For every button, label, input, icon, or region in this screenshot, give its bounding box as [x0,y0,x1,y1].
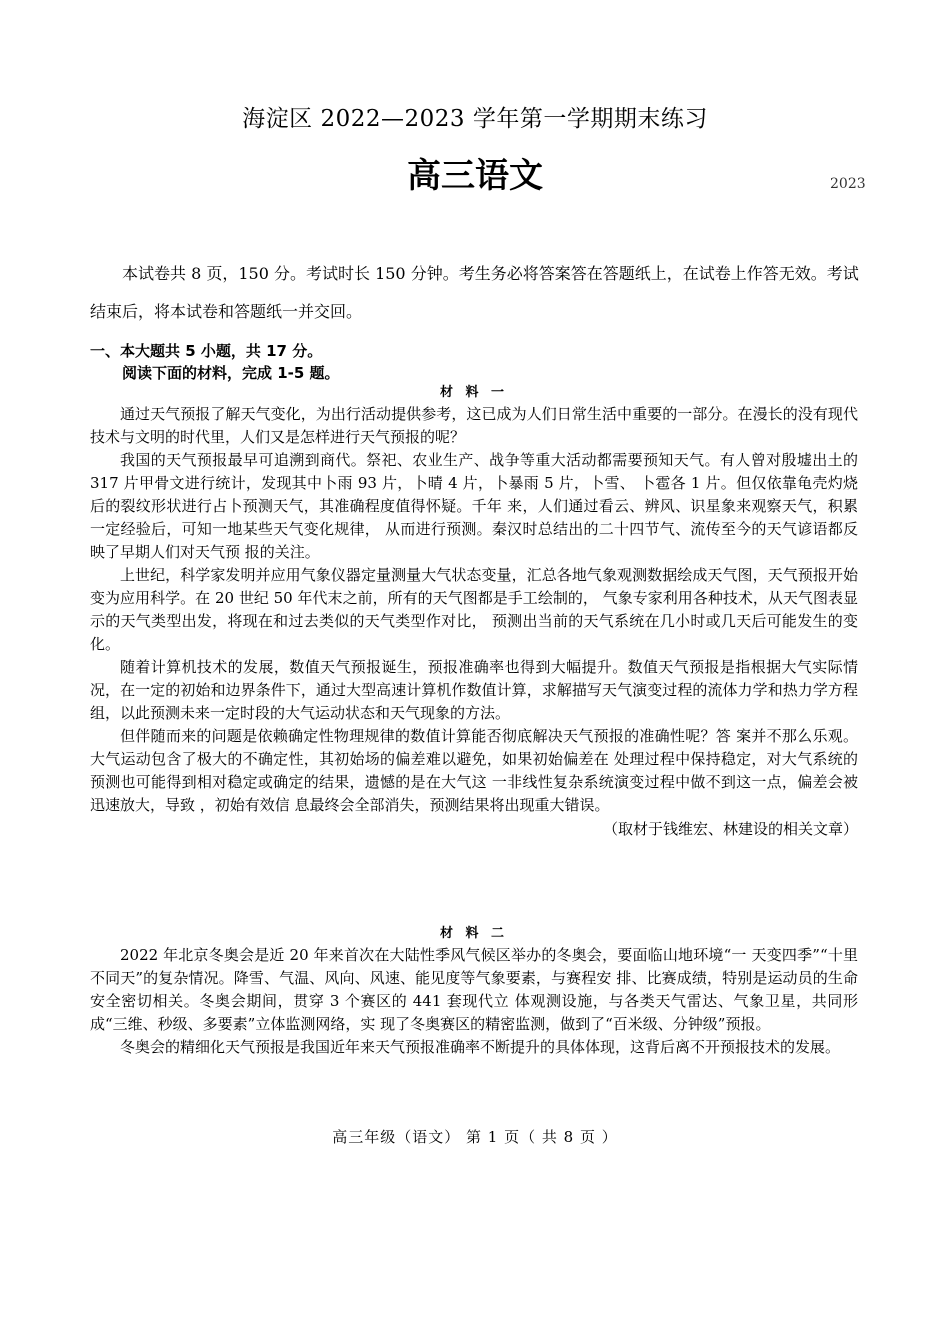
material-one-source: （取材于钱维宏、林建设的相关文章） [602,820,858,838]
material-two-paragraph: 2022 年北京冬奥会是近 20 年来首次在大陆性季风气候区举办的冬奥会，要面临山地环境“一 天变四季”“十里不同天”的复杂情况。降雪、气温、风向、风速、能见度等气象要素，与赛程安 排、比赛成绩，特别是运动员的生命安全密切相关。冬奥会期间，贯穿 3 个赛区的 441 套现代立 体观测设施，与各类天气雷达、气象卫星，共同形成“三维、秒级、多要素”立体监测网络，实 现了冬奥赛区的精密监测，做到了“百米级、分钟级”预报。 [90,946,858,1033]
material-one-paragraph: 通过天气预报了解天气变化，为出行活动提供参考，这已成为人们日常生活中重要的一部分。在漫长的没有现代技术与文明的时代里，人们又是怎样进行天气预报的呢？ [90,405,858,446]
material-one-paragraph: 随着计算机技术的发展，数值天气预报诞生，预报准确率也得到大幅提升。数值天气预报是指根据大气实际情况，在一定的初始和边界条件下，通过大型高速计算机作数值计算，求解描写天气演变过程的流体力学和热力学方程组，以此预测未来一定时段的大气运动状态和天气现象的方法。 [90,658,858,722]
material-one-title: 材 料 一 [439,385,509,400]
exam-instructions: 本试卷共 8 页，150 分。考试时长 150 分钟。考生务必将答案答在答题纸上，在试卷上作答无效。考试结束后，将本试卷和答题纸一并交回。 [90,264,859,321]
subject-title: 高三语文 [407,156,543,196]
material-two [90,924,858,1059]
section-heading [90,340,340,384]
page-footer: 高三年级（语文） 第 1 页（ 共 8 页 ） [332,1128,618,1146]
material-one-paragraph: 我国的天气预报最早可追溯到商代。祭祀、农业生产、战争等重大活动都需要预知天气。有人曾对殷墟出土的 317 片甲骨文进行统计，发现其中卜雨 93 片，卜晴 4 片，卜暴雨 5 片，卜雪、 卜雹各 1 片。但仅依靠龟壳灼烧后的裂纹形状进行占卜预测天气，其准确程度值得怀疑。千年 来，人们通过看云、辨风、识星象来观察天气，积累一定经验后，可知一地某些天气变化规律， 从而进行预测。秦汉时总结出的二十四节气、流传至今的天气谚语都反映了早期人们对天气预 报的关注。 [90,451,858,561]
section-title: 一、本大题共 5 小题，共 17 分。 [90,342,323,360]
material-two-paragraph: 冬奥会的精细化天气预报是我国近年来天气预报准确率不断提升的具体体现，这背后离不开预报技术的发展。 [120,1038,841,1056]
exam-title: 海淀区 2022—2023 学年第一学期期末练习 [242,106,708,132]
date-fragment: 2023 [830,176,866,192]
material-one-paragraph: 但伴随而来的问题是依赖确定性物理规律的数值计算能否彻底解决天气预报的准确性呢？答 案并不那么乐观。大气运动包含了极大的不确定性，其初始场的偏差难以避免，如果初始偏差在 处理过程中保持稳定，对大气系统的预测也可能得到相对稳定或确定的结果，遗憾的是在大气这 一非线性复杂系统演变过程中做不到这一点，偏差会被迅速放大，导致 ，初始有效信 息最终会全部消失，预测结果将出现重大错误。 [90,727,858,814]
material-two-title: 材 料 二 [439,926,509,941]
section-instruction: 阅读下面的材料，完成 1-5 题。 [122,364,340,382]
material-one [90,383,858,841]
material-one-paragraph: 上世纪，科学家发明并应用气象仪器定量测量大气状态变量，汇总各地气象观测数据绘成天气图，天气预报开始变为应用科学。在 20 世纪 50 年代末之前，所有的天气图都是手工绘制的， 气象专家利用各种技术，从天气图表显示的天气类型出发，将现在和过去类似的天气类型作对比， 预测出当前的天气系统在几小时或几天后可能发生的变化。 [90,566,858,653]
